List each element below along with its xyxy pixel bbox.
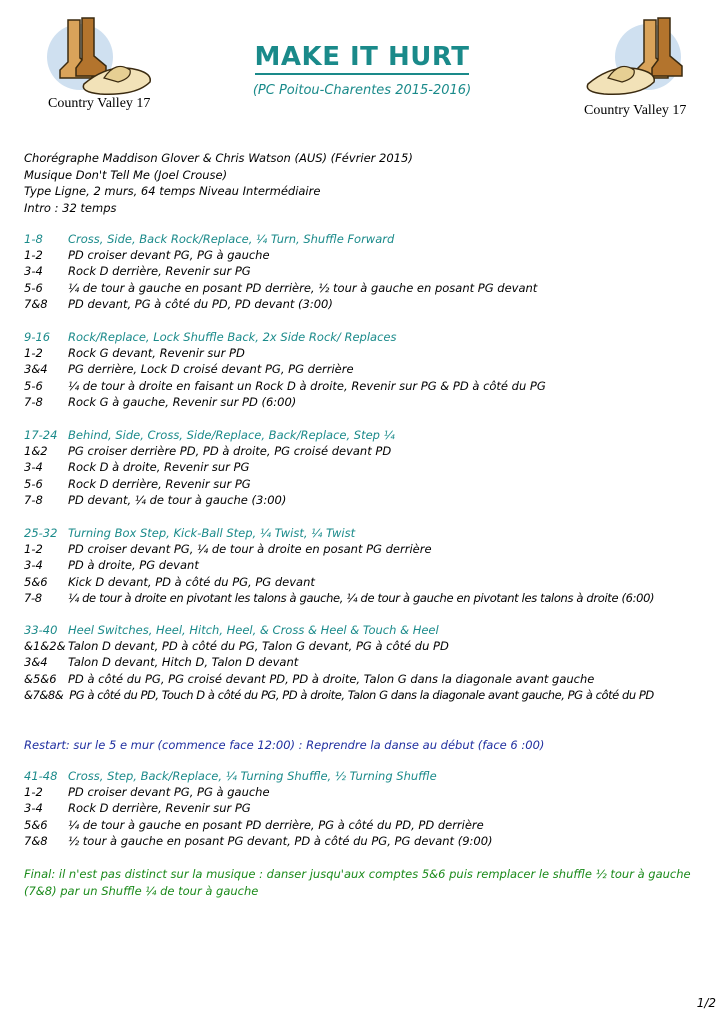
page-subtitle: (PC Poitou-Charentes 2015-2016) — [252, 83, 472, 98]
step-count: 1-2 — [24, 248, 43, 263]
step-count: 5&6 — [24, 574, 48, 589]
section-heading — [24, 231, 537, 247]
step-row — [24, 557, 654, 573]
final-note: Final: il n'est pas distinct sur la musique : danser jusqu'aux comptes 5&6 puis remplacer le shuffle ½ tour à gauche (7&8) par un Shuffle ¼ de tour à gauche — [24, 867, 691, 898]
step-row — [24, 590, 654, 606]
section-counts: 33-40 — [24, 623, 58, 637]
step-count: &5&6 — [24, 671, 57, 686]
step-row — [24, 394, 546, 410]
step-text: ¼ de tour à droite en pivotant les talons à gauche, ¼ de tour à gauche en pivotant les talons à droite (6:00) — [68, 590, 655, 605]
step-count: 3-4 — [24, 801, 43, 816]
step-count: 3-4 — [24, 264, 43, 279]
step-row — [24, 378, 546, 394]
step-row — [24, 817, 493, 833]
restart-note: Restart: sur le 5 e mur (commence face 12:00) : Reprendre la danse au début (face 6 :00) — [24, 738, 545, 752]
step-count: 7&8 — [24, 296, 48, 311]
info-choreographer: Chorégraphe Maddison Glover & Chris Watson (AUS) (Février 2015) — [24, 151, 413, 165]
info-music: Musique Don't Tell Me (Joel Crouse) — [24, 167, 228, 182]
page-number: 1/2 — [696, 996, 716, 1010]
step-text: ¼ de tour à droite en faisant un Rock D à droite, Revenir sur PG & PD à côté du PG — [68, 378, 546, 393]
step-count: 1-2 — [24, 785, 43, 800]
section-heading — [24, 329, 546, 345]
step-text: PD croiser devant PG, PG à gauche — [68, 248, 270, 263]
step-text: ½ tour à gauche en posant PG devant, PD à côté du PG, PG devant (9:00) — [68, 833, 493, 848]
step-row — [24, 492, 395, 508]
step-text: PD croiser devant PG, PG à gauche — [68, 785, 270, 800]
section-title: Behind, Side, Cross, Side/Replace, Back/Replace, Step ¼ — [68, 428, 395, 442]
step-count: 1-2 — [24, 542, 43, 557]
step-row — [24, 345, 546, 361]
step-text: Rock D derrière, Revenir sur PG — [68, 801, 251, 816]
step-text: PG derrière, Lock D croisé devant PG, PG derrière — [68, 362, 354, 377]
step-row — [24, 476, 395, 492]
info-type: Type Ligne, 2 murs, 64 temps Niveau Intermédiaire — [24, 184, 321, 198]
step-text: PD à côté du PG, PG croisé devant PD, PD à droite, Talon G dans la diagonale avant gauche — [68, 671, 595, 686]
section-title: Cross, Step, Back/Replace, ¼ Turning Shuffle, ½ Turning Shuffle — [68, 769, 437, 783]
step-row — [24, 833, 493, 849]
page-title — [0, 42, 724, 72]
step-text: ¼ de tour à gauche en posant PD derrière, ½ tour à gauche en posant PG devant — [68, 280, 538, 295]
step-text: PD croiser devant PG, ¼ de tour à droite en posant PG derrière — [68, 542, 432, 557]
section-title: Heel Switches, Heel, Hitch, Heel, & Cross & Heel & Touch & Heel — [68, 623, 439, 637]
step-count: 5-6 — [24, 476, 43, 491]
step-text: Rock G devant, Revenir sur PD — [68, 346, 245, 361]
step-text: Rock D à droite, Revenir sur PG — [68, 460, 250, 475]
step-row — [24, 247, 537, 263]
section-counts: 9-16 — [24, 330, 51, 344]
section-title: Cross, Side, Back Rock/Replace, ¼ Turn, Shuffle Forward — [68, 232, 395, 246]
step-row — [24, 443, 395, 459]
step-count: 7-8 — [24, 492, 43, 507]
step-text: Rock D derrière, Revenir sur PG — [68, 476, 251, 491]
step-row — [24, 800, 493, 816]
logo-right-caption: Country Valley 17 — [584, 103, 687, 118]
section-counts: 1-8 — [24, 232, 43, 246]
step-text: PD devant, PG à côté du PD, PD devant (3:00) — [68, 296, 333, 311]
step-text: Kick D devant, PD à côté du PG, PG devant — [68, 574, 315, 589]
section-41-48 — [24, 768, 493, 849]
step-row — [24, 638, 654, 654]
section-9-16 — [24, 329, 546, 410]
section-counts: 41-48 — [24, 769, 58, 783]
section-heading — [24, 427, 395, 443]
step-text: PD devant, ¼ de tour à gauche (3:00) — [68, 492, 287, 507]
step-row — [24, 361, 546, 377]
step-count: 1&2 — [24, 444, 48, 459]
section-counts: 25-32 — [24, 526, 58, 540]
section-25-32 — [24, 525, 654, 606]
step-count: 5&6 — [24, 817, 48, 832]
step-text: Talon D devant, PD à côté du PG, Talon G devant, PG à côté du PD — [68, 639, 449, 654]
step-count: &1&2& — [24, 639, 66, 654]
section-counts: 17-24 — [24, 428, 58, 442]
step-row — [24, 687, 654, 703]
section-heading — [24, 768, 493, 784]
step-row — [24, 784, 493, 800]
step-count: 3-4 — [24, 460, 43, 475]
step-text: PD à droite, PG devant — [68, 558, 199, 573]
step-row — [24, 459, 395, 475]
section-17-24 — [24, 427, 395, 508]
step-text: Rock D derrière, Revenir sur PG — [68, 264, 251, 279]
step-count: 7-8 — [24, 590, 42, 605]
step-count: 5-6 — [24, 378, 43, 393]
section-title: Rock/Replace, Lock Shuffle Back, 2x Side Rock/ Replaces — [68, 330, 397, 344]
step-count: 5-6 — [24, 280, 43, 295]
step-text: PG à côté du PD, Touch D à côté du PG, PD à droite, Talon G dans la diagonale avant gauche, PG à côté du PD — [69, 687, 654, 702]
step-row — [24, 296, 537, 312]
logo-left-caption: Country Valley 17 — [48, 96, 151, 111]
section-title: Turning Box Step, Kick-Ball Step, ¼ Twist, ¼ Twist — [68, 526, 356, 540]
section-1-8 — [24, 231, 537, 312]
step-row — [24, 574, 654, 590]
step-text: PG croiser derrière PD, PD à droite, PG croisé devant PD — [68, 444, 392, 459]
page-title-text: MAKE IT HURT — [255, 42, 470, 75]
step-count: 1-2 — [24, 346, 43, 361]
step-text: ¼ de tour à gauche en posant PD derrière, PG à côté du PD, PD derrière — [68, 817, 484, 832]
step-text: Talon D devant, Hitch D, Talon D devant — [68, 655, 299, 670]
step-row — [24, 263, 537, 279]
step-row — [24, 280, 537, 296]
step-count: 3&4 — [24, 362, 48, 377]
step-row — [24, 671, 654, 687]
step-row — [24, 541, 654, 557]
step-count: 7-8 — [24, 394, 43, 409]
step-count: 7&8 — [24, 833, 48, 848]
step-count: 3-4 — [24, 558, 43, 573]
section-heading — [24, 622, 654, 638]
step-row — [24, 654, 654, 670]
step-count: &7&8& — [24, 687, 64, 702]
dance-info — [24, 150, 413, 216]
step-count: 3&4 — [24, 655, 48, 670]
section-33-40 — [24, 622, 654, 703]
info-intro: Intro : 32 temps — [24, 200, 117, 215]
section-heading — [24, 525, 654, 541]
step-text: Rock G à gauche, Revenir sur PD (6:00) — [68, 394, 297, 409]
